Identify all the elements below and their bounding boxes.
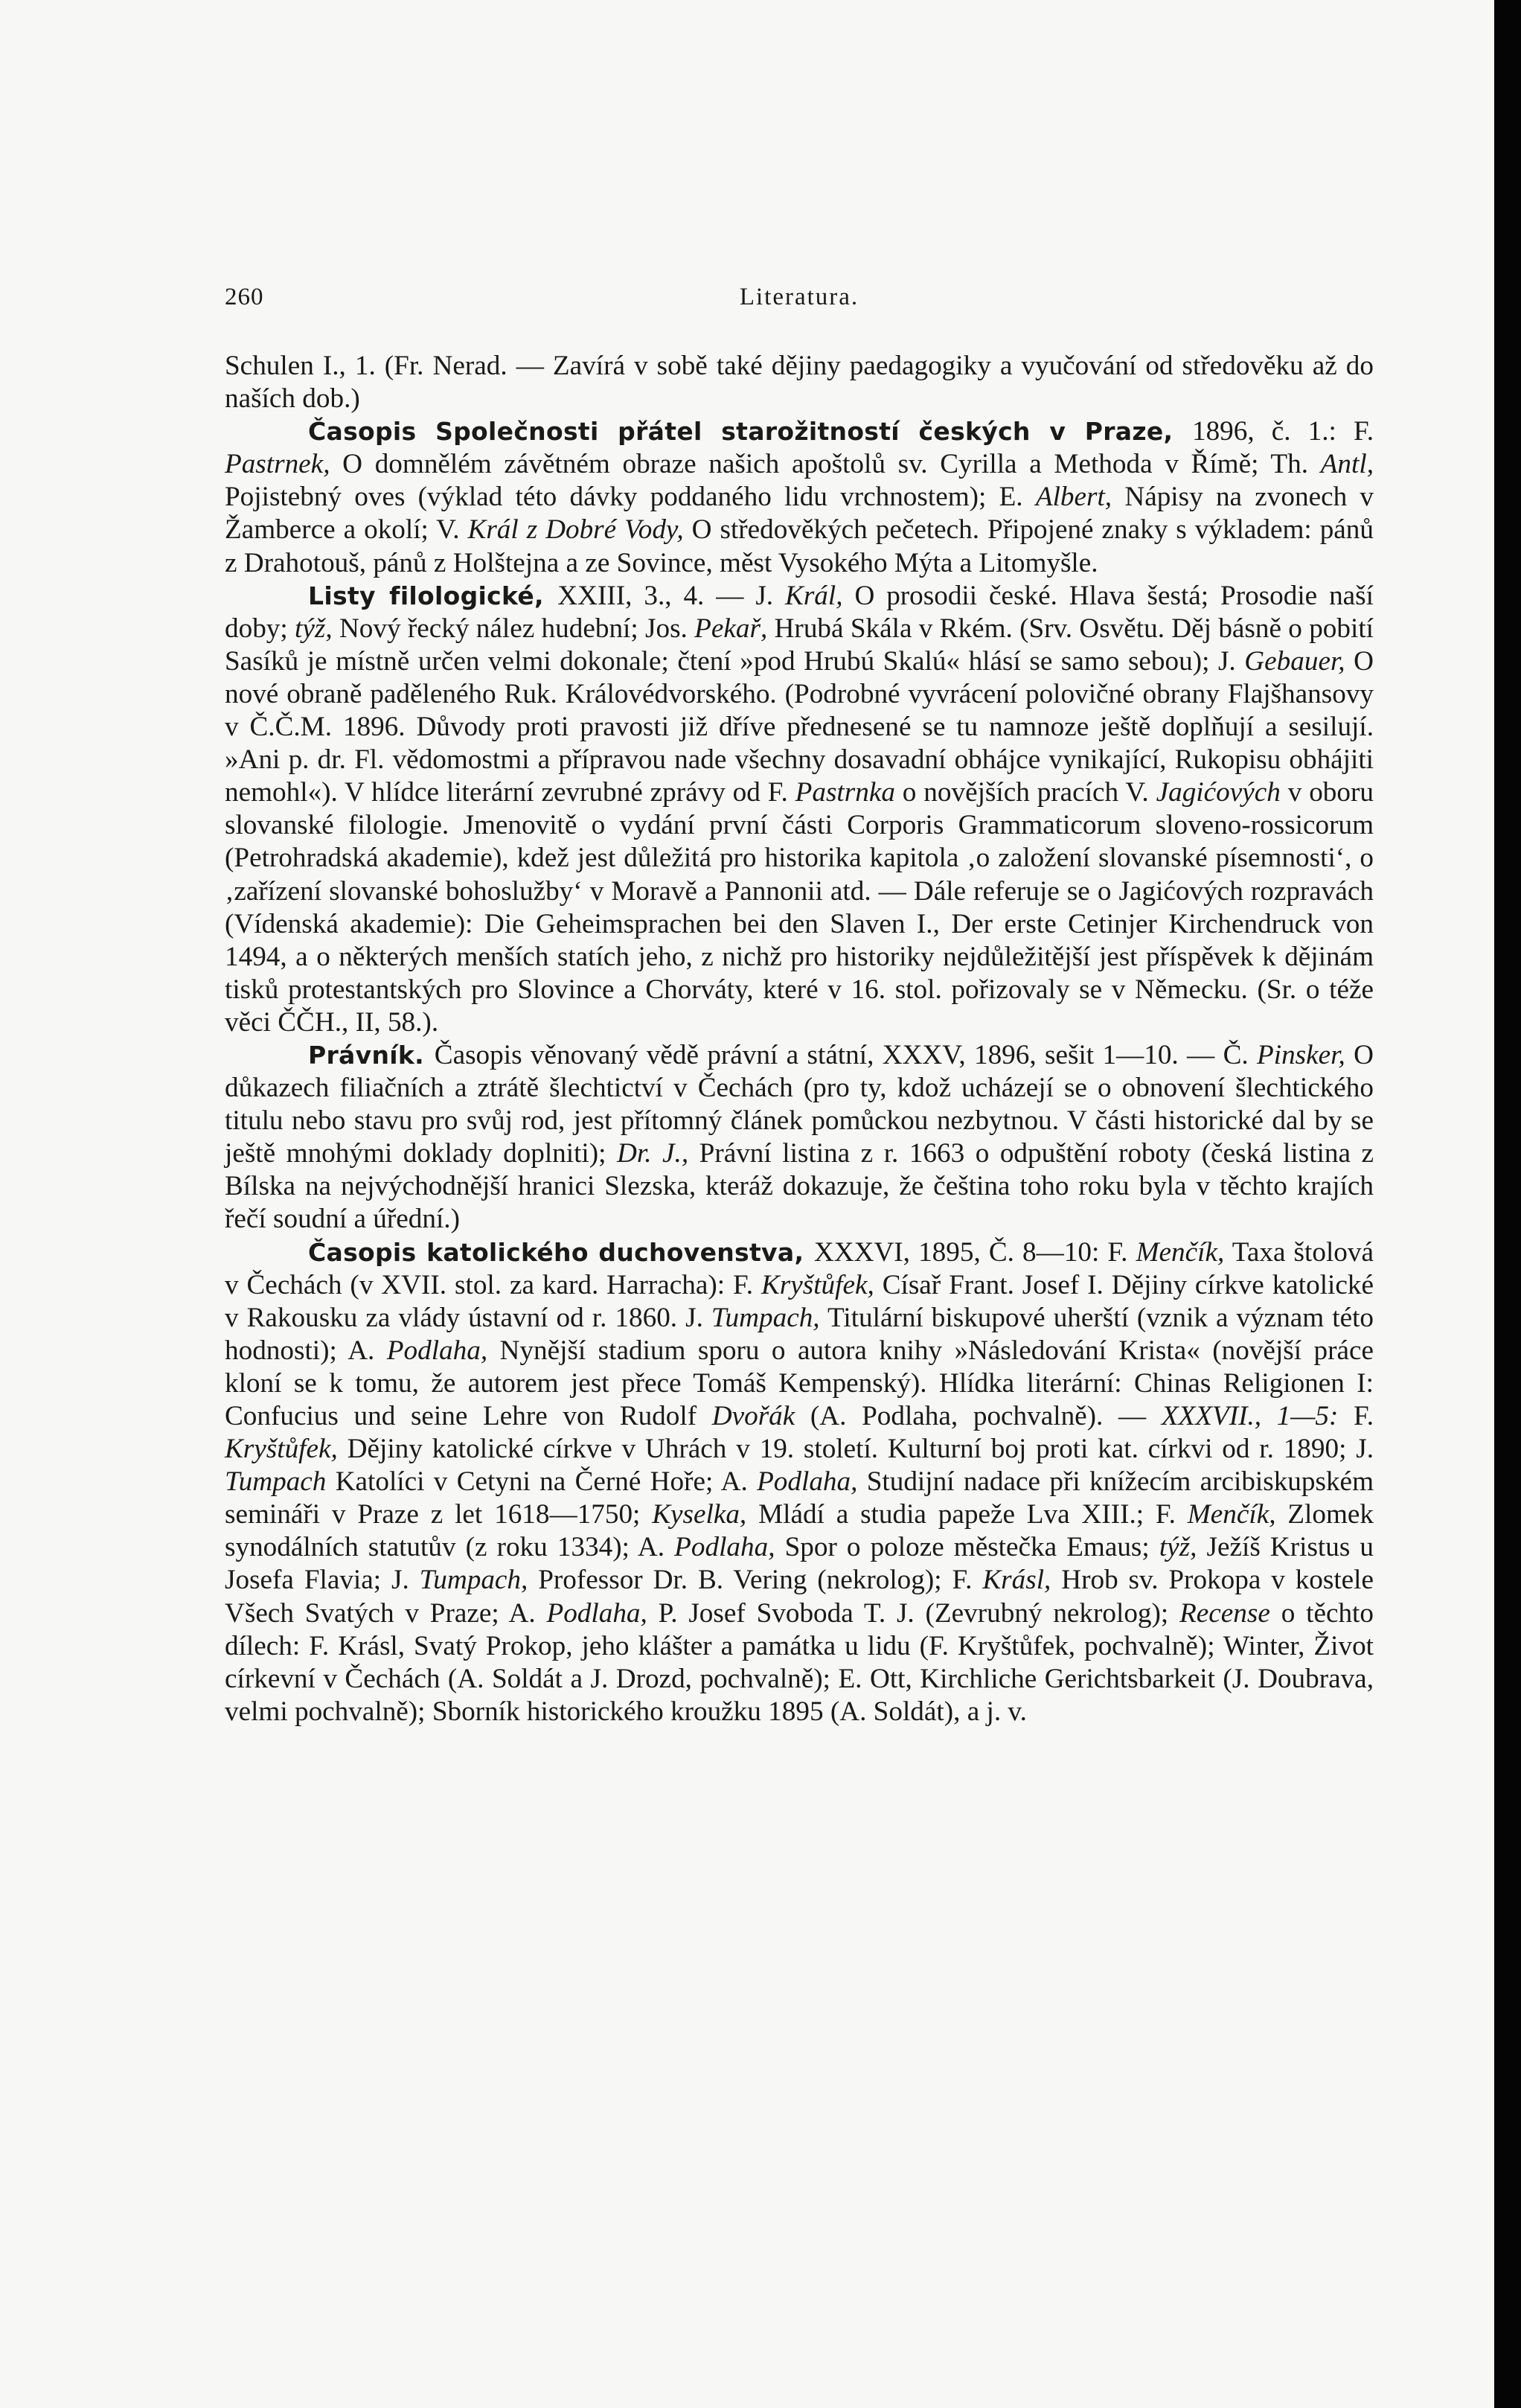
author-name: Gebauer, bbox=[1244, 645, 1345, 677]
scan-border bbox=[1494, 0, 1521, 2408]
author-name: Tumpach, bbox=[711, 1302, 820, 1333]
author-name: Pastrnka bbox=[795, 777, 895, 808]
paragraph-text: Nynější stadium sporu o autora knihy »Následování Krista« (novější práce kloní se k tomu, že autorem jest přece Tomáš Kempenský). Hlídka literární: Chinas Religionen I: Confucius und seine Lehre von Rudolf bbox=[225, 1335, 1374, 1431]
author-name: Menčík, bbox=[1187, 1499, 1276, 1530]
page-number: 260 bbox=[225, 284, 264, 310]
paragraph bbox=[225, 580, 1374, 1039]
paragraph-text: F. bbox=[1338, 1401, 1374, 1431]
paragraph-text: P. Josef Svoboda T. J. (Zevrubný nekrolog); bbox=[647, 1597, 1180, 1629]
paragraph bbox=[225, 1236, 1374, 1728]
journal-title: Právník. bbox=[308, 1040, 435, 1070]
author-name: Albert, bbox=[1035, 482, 1112, 513]
author-name: Jagićových bbox=[1156, 777, 1281, 808]
running-title: Literatura. bbox=[739, 284, 859, 310]
paragraph-text: O středověkých pečetech. Připojené znaky s výkladem: pánů z Drahotouš, pánů z Holštejna a ze Sovince, měst Vysokého Mýta a Litomyšle. bbox=[225, 514, 1374, 578]
paragraph bbox=[225, 350, 1374, 415]
author-name: Tumpach bbox=[225, 1466, 327, 1498]
paragraph-text: v oboru slovanské filologie. Jmenovitě o vydání první části Corporis Grammaticorum sloveno-rossicorum (Petrohradská akademie), kdež jest důležitá pro historika kapitola ‚o založení slovanské písemnosti‘, o ‚zařízení slovanské bohoslužby‘ v Moravě a Pannonii atd. — Dále referuje se o Jagićových rozpravách (Vídenská akademie): Die Geheimsprachen bei den Slaven I., Der erste Cetinjer Kirchendruck von 1494, a o některých menších statích jeho, z nichž pro historiky nejdůležitější jest příspěvek k dějinám tisků protestantských pro Slovince a Chorváty, které v 16. stol. pořizovaly se v Německu. (Sr. o téže věci ČČH., II, 58.). bbox=[225, 777, 1374, 1038]
author-name: Podlaha, bbox=[674, 1532, 775, 1563]
paragraph-text: o novějších pracích V. bbox=[894, 777, 1156, 808]
author-name: Tumpach, bbox=[419, 1565, 528, 1596]
paragraph-text: Studijní nadace při knížecím arcibiskupském semináři v Praze z let 1618—1750; bbox=[225, 1466, 1374, 1530]
paragraph-text: Katolíci v Cetyni na Černé Hoře; A. bbox=[326, 1466, 758, 1498]
author-name: Podlaha, bbox=[757, 1466, 858, 1498]
paragraph-text: (A. Podlaha, pochvalně). — bbox=[795, 1401, 1162, 1431]
paragraph-text: Ježíš Kristus u Josefa Flavia; J. bbox=[225, 1532, 1374, 1596]
paragraph-text: XXIII, 3., 4. — J. bbox=[557, 580, 786, 611]
running-head bbox=[225, 272, 1374, 325]
paragraph-text: Spor o poloze městečka Emaus; bbox=[775, 1532, 1159, 1563]
paragraph-text: Professor Dr. B. Vering (nekrolog); F. bbox=[528, 1565, 983, 1596]
author-name: Krásl, bbox=[982, 1565, 1051, 1596]
paragraph-text: XXXVI, 1895, Č. 8—10: F. bbox=[813, 1236, 1136, 1268]
paragraph-text: Císař Frant. Josef I. Dějiny církve katolické v Rakousku za vlády ústavní od r. 1860. J. bbox=[225, 1269, 1374, 1333]
author-name: týž, bbox=[295, 613, 333, 644]
author-name: Král, bbox=[785, 580, 843, 611]
journal-title: Časopis katolického duchovenstva, bbox=[308, 1237, 814, 1267]
author-name: Podlaha, bbox=[386, 1335, 488, 1366]
journal-title: Listy filologické, bbox=[308, 581, 558, 610]
author-name: XXXVII., 1—5: bbox=[1161, 1401, 1339, 1431]
text-block bbox=[225, 272, 1374, 1728]
author-name: Kryštůfek, bbox=[760, 1269, 874, 1300]
paragraph-text: O důkazech filiačních a ztrátě šlechtictví v Čechách (pro ty, kdož ucházejí se o obnovení šlechtického titulu nebo stavu pro svůj rod, jest přítomný článek pomůckou nezbytnou. V části historické dal by se ještě mnohými doklady doplniti); bbox=[225, 1039, 1374, 1169]
paragraph bbox=[225, 415, 1374, 579]
paragraph-text: Pojistebný oves (výklad této dávky poddaného lidu vrchnostem); E. bbox=[225, 482, 1036, 513]
author-name: Pastrnek, bbox=[225, 449, 330, 480]
author-name: týž, bbox=[1159, 1532, 1197, 1563]
paragraph-text: Nápisy na zvonech v Žamberce a okolí; V. bbox=[225, 482, 1374, 546]
author-name: Menčík, bbox=[1136, 1236, 1225, 1268]
author-name: Pekař, bbox=[694, 613, 768, 644]
author-name: Pinsker, bbox=[1257, 1039, 1345, 1070]
author-name: Kyselka, bbox=[652, 1499, 747, 1530]
journal-title: Časopis Společnosti přátel starožitností českých v Praze, bbox=[308, 417, 1192, 447]
author-name: Dvořák bbox=[711, 1401, 795, 1431]
author-name: Král z Dobré Vody, bbox=[467, 514, 684, 546]
author-name: Antl, bbox=[1320, 449, 1374, 480]
paragraph-text: Právní listina z r. 1663 o odpuštění roboty (česká listina z Bílska na nejvýchodnější hranici Slezska, kteráž dokazuje, že čeština toho roku byla v těchto krajích řečí soudní a úřední.) bbox=[225, 1138, 1374, 1235]
author-name: Dr. J., bbox=[617, 1138, 689, 1169]
paragraph-text: Hrob sv. Prokopa v kostele Všech Svatých v Praze; A. bbox=[225, 1565, 1374, 1629]
paragraph-text: O prosodii české. Hlava šestá; Prosodie naší doby; bbox=[225, 580, 1374, 644]
paragraph-text: Časopis věnovaný vědě právní a státní, XXXV, 1896, sešit 1—10. — Č. bbox=[434, 1039, 1258, 1070]
paragraph-text: Schulen I., 1. (Fr. Nerad. — Zavírá v sobě také dějiny paedagogiky a vyučování od středověku až do naších dob.) bbox=[225, 351, 1374, 415]
paragraph-text: Taxa štolová v Čechách (v XVII. stol. za kard. Harracha): F. bbox=[225, 1236, 1374, 1300]
paragraph-text: Zlomek synodálních statutův (z roku 1334); A. bbox=[225, 1499, 1374, 1563]
paragraph-text: O nové obraně paděleného Ruk. Královédvorského. (Podrobné vyvrácení polovičné obrany Flajšhansovy v Č.Č.M. 1896. Důvody proti pravosti již dříve přednesené se tu namnoze ještě doplňují a sesilují. »Ani p. dr. Fl. vědomostmi a přípravou nade všechny dosavadní obhájce vynikající, Rukopisu obhájiti nemohl«). V hlídce literární zevrubné zprávy od F. bbox=[225, 645, 1374, 808]
paragraph-text: o těchto dílech: F. Krásl, Svatý Prokop, jeho klášter a památka u lidu (F. Kryštůfek, pochvalně); Winter, Život církevní v Čechách (A. Soldát a J. Drozd, pochvalně); E. Ott, Kirchliche Gerichtsbarkeit (J. Doubrava, velmi pochvalně); Sborník historického kroužku 1895 (A. Soldát), a j. v. bbox=[225, 1597, 1374, 1727]
body-text bbox=[225, 350, 1374, 1728]
paragraph-text: Nový řecký nález hudební; Jos. bbox=[332, 613, 695, 644]
paragraph bbox=[225, 1039, 1374, 1236]
paragraph-text: Mládí a studia papeže Lva XIII.; F. bbox=[746, 1499, 1188, 1530]
paragraph-text: Dějiny katolické církve v Uhrách v 19. století. Kulturní boj proti kat. církvi od r. 1890; J. bbox=[337, 1434, 1374, 1465]
paragraph-text: O domnělém závětném obraze našich apoštolů sv. Cyrilla a Methoda v Římě; Th. bbox=[330, 449, 1321, 480]
paragraph-text: Hrubá Skála v Rkém. (Srv. Osvětu. Děj básně o pobití Sasíků je místně určen velmi dokonale; čtení »pod Hrubú Skalú« hlásí se samo sebou); J. bbox=[225, 613, 1374, 677]
author-name: Recense bbox=[1179, 1597, 1270, 1629]
paragraph-text: Titulární biskupové uherští (vznik a význam této hodnosti); A. bbox=[225, 1302, 1374, 1366]
author-name: Kryštůfek, bbox=[225, 1434, 338, 1465]
author-name: Podlaha, bbox=[546, 1597, 647, 1629]
paragraph-text: 1896, č. 1.: F. bbox=[1191, 416, 1374, 447]
